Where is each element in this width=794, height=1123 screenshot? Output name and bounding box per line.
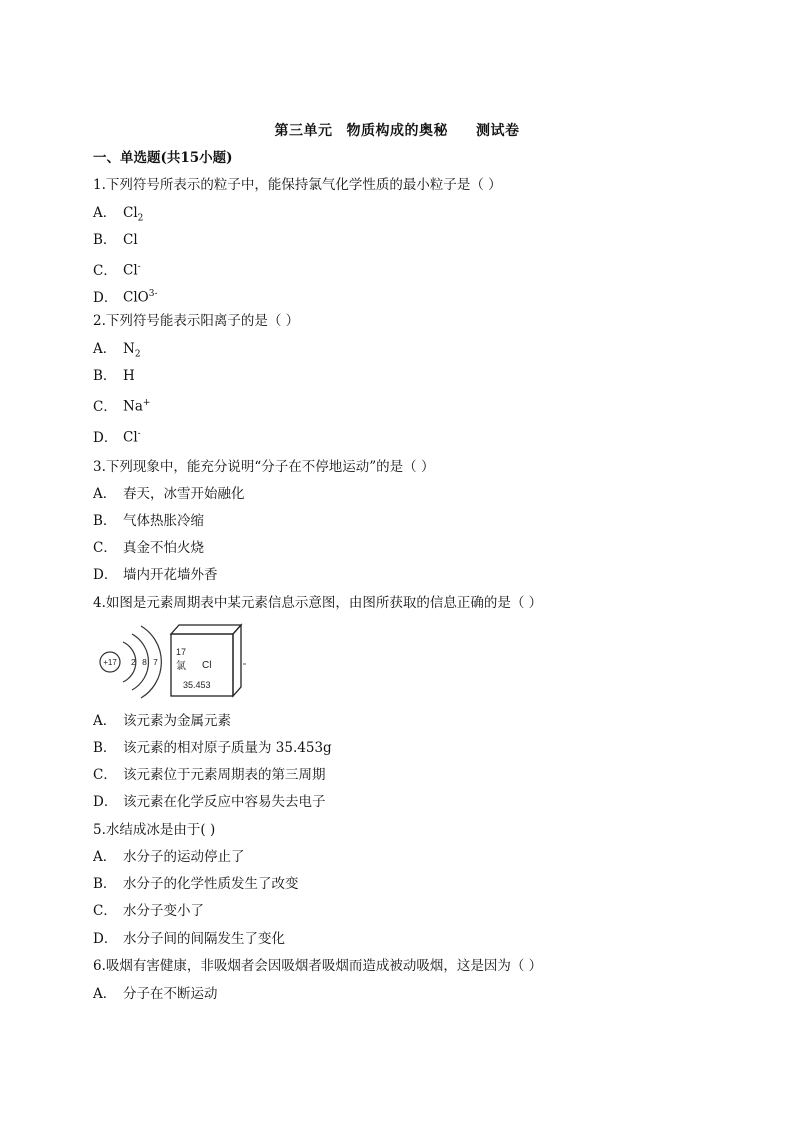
element-name: 氯 [176,661,186,672]
atomic-mass: 35.453 [183,680,211,690]
question-4-option-d[interactable]: D． 该元素在化学反应中容易失去电子 [93,794,326,810]
question-3-stem: 3.下列现象中，能充分说明“分子在不停地运动”的是（ ） [93,459,435,475]
title-topic: 物质构成的奥秘 [346,123,448,139]
element-symbol: Cl [202,660,212,671]
chlorine-element-diagram [93,620,263,700]
question-1-stem: 1.下列符号所表示的粒子中，能保持氯气化学性质的最小粒子是（ ） [93,177,502,193]
question-6-option-a[interactable]: A． 分子在不断运动 [93,986,218,1002]
cell-side-face [233,625,241,696]
question-2-option-b[interactable]: B． H [93,368,135,384]
nucleus-charge: +17 [103,658,117,667]
question-3-option-d[interactable]: D． 墙内开花墙外香 [93,567,218,583]
question-3-option-a[interactable]: A． 春天，冰雪开始融化 [93,486,245,502]
question-1-option-d[interactable]: D． ClO$^{3-}$ [93,289,158,306]
question-2-option-a[interactable]: A． $N_2$ [93,341,141,360]
question-4-option-a[interactable]: A． 该元素为金属元素 [93,713,231,729]
question-1-option-a[interactable]: A． $Cl_2$ [93,205,144,224]
question-4-option-b[interactable]: B． 该元素的相对原子质量为 35.453g [93,740,332,756]
question-5-option-a[interactable]: A． 水分子的运动停止了 [93,849,245,865]
electron-shells-label: 2 8 7 [131,657,160,667]
question-1-option-c[interactable]: C． Cl- [93,262,141,279]
question-3-option-b[interactable]: B． 气体热胀冷缩 [93,513,204,529]
question-4-stem: 4.如图是元素周期表中某元素信息示意图，由图所获取的信息正确的是（ ） [93,595,543,611]
question-3-option-c[interactable]: C． 真金不怕火烧 [93,540,204,556]
question-5-option-c[interactable]: C． 水分子变小了 [93,903,204,919]
page-title [0,120,794,140]
question-5-option-d[interactable]: D． 水分子间的间隔发生了变化 [93,931,285,947]
title-test: 测试卷 [476,123,520,139]
question-1-option-b[interactable]: B． Cl [93,232,138,248]
question-2-option-d[interactable]: D． Cl- [93,429,141,446]
question-6-stem: 6.吸烟有害健康，非吸烟者会因吸烟者吸烟而造成被动吸烟，这是因为（ ） [93,958,543,974]
question-5-option-b[interactable]: B． 水分子的化学性质发生了改变 [93,876,299,892]
question-4-option-c[interactable]: C． 该元素位于元素周期表的第三周期 [93,767,326,783]
question-2-stem: 2.下列符号能表示阳离子的是（ ） [93,313,300,329]
section-heading: 一、单选题(共15小题) [93,150,233,166]
atomic-number: 17 [176,647,187,657]
question-5-stem: 5.水结成冰是由于( ) [93,822,216,838]
cell-top-face [171,625,241,634]
question-2-option-c[interactable]: C． Na+ [93,398,151,415]
title-unit: 第三单元 [274,123,333,139]
